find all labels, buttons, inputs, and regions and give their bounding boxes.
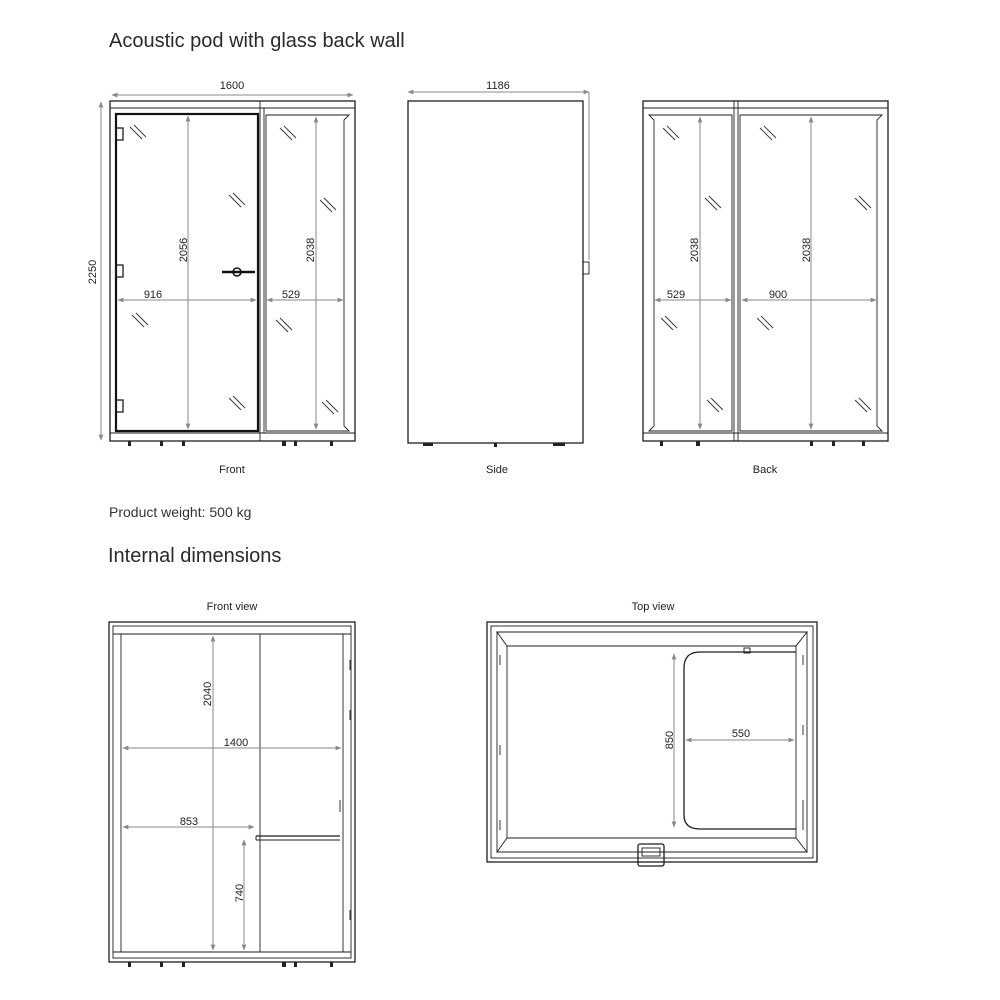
page-title: Acoustic pod with glass back wall — [109, 30, 405, 52]
product-weight: Product weight: 500 kg — [109, 504, 252, 520]
dim-front-panel-height: 2038 — [305, 237, 317, 263]
dim-top-width: 550 — [731, 728, 751, 740]
dim-back-narrow-width: 529 — [666, 289, 686, 301]
dim-total-width: 1600 — [219, 80, 245, 92]
internal-dimensions-title: Internal dimensions — [108, 545, 282, 567]
dim-desk-width: 853 — [179, 816, 199, 828]
label-front: Front — [219, 464, 245, 476]
label-side: Side — [485, 464, 509, 476]
back-view — [643, 101, 888, 476]
door-handle — [222, 268, 255, 276]
dim-front-door-height: 2056 — [178, 237, 190, 263]
internal-front-feet — [128, 962, 333, 967]
dim-front-door-width: 916 — [143, 289, 163, 301]
label-back: Back — [752, 464, 778, 476]
back-glare-marks — [661, 126, 871, 412]
label-front-view: Front view — [206, 601, 258, 613]
dim-internal-width: 1400 — [223, 737, 249, 749]
dim-top-depth: 850 — [664, 730, 676, 750]
dim-desk-height: 740 — [234, 883, 246, 903]
front-feet — [128, 441, 333, 446]
front-view — [87, 80, 355, 476]
dim-total-height: 2250 — [87, 259, 99, 285]
label-top-view: Top view — [631, 601, 675, 613]
side-view — [408, 80, 589, 476]
dim-back-wide-width: 900 — [768, 289, 788, 301]
internal-top-view — [487, 601, 817, 866]
back-feet — [660, 441, 865, 446]
internal-front-view — [109, 601, 355, 967]
dim-back-narrow-height: 2038 — [689, 237, 701, 263]
dim-front-panel-width: 529 — [281, 289, 301, 301]
dim-back-wide-height: 2038 — [801, 237, 813, 263]
dim-depth: 1186 — [486, 80, 510, 92]
dim-internal-height: 2040 — [202, 681, 214, 707]
side-handle — [583, 262, 589, 274]
